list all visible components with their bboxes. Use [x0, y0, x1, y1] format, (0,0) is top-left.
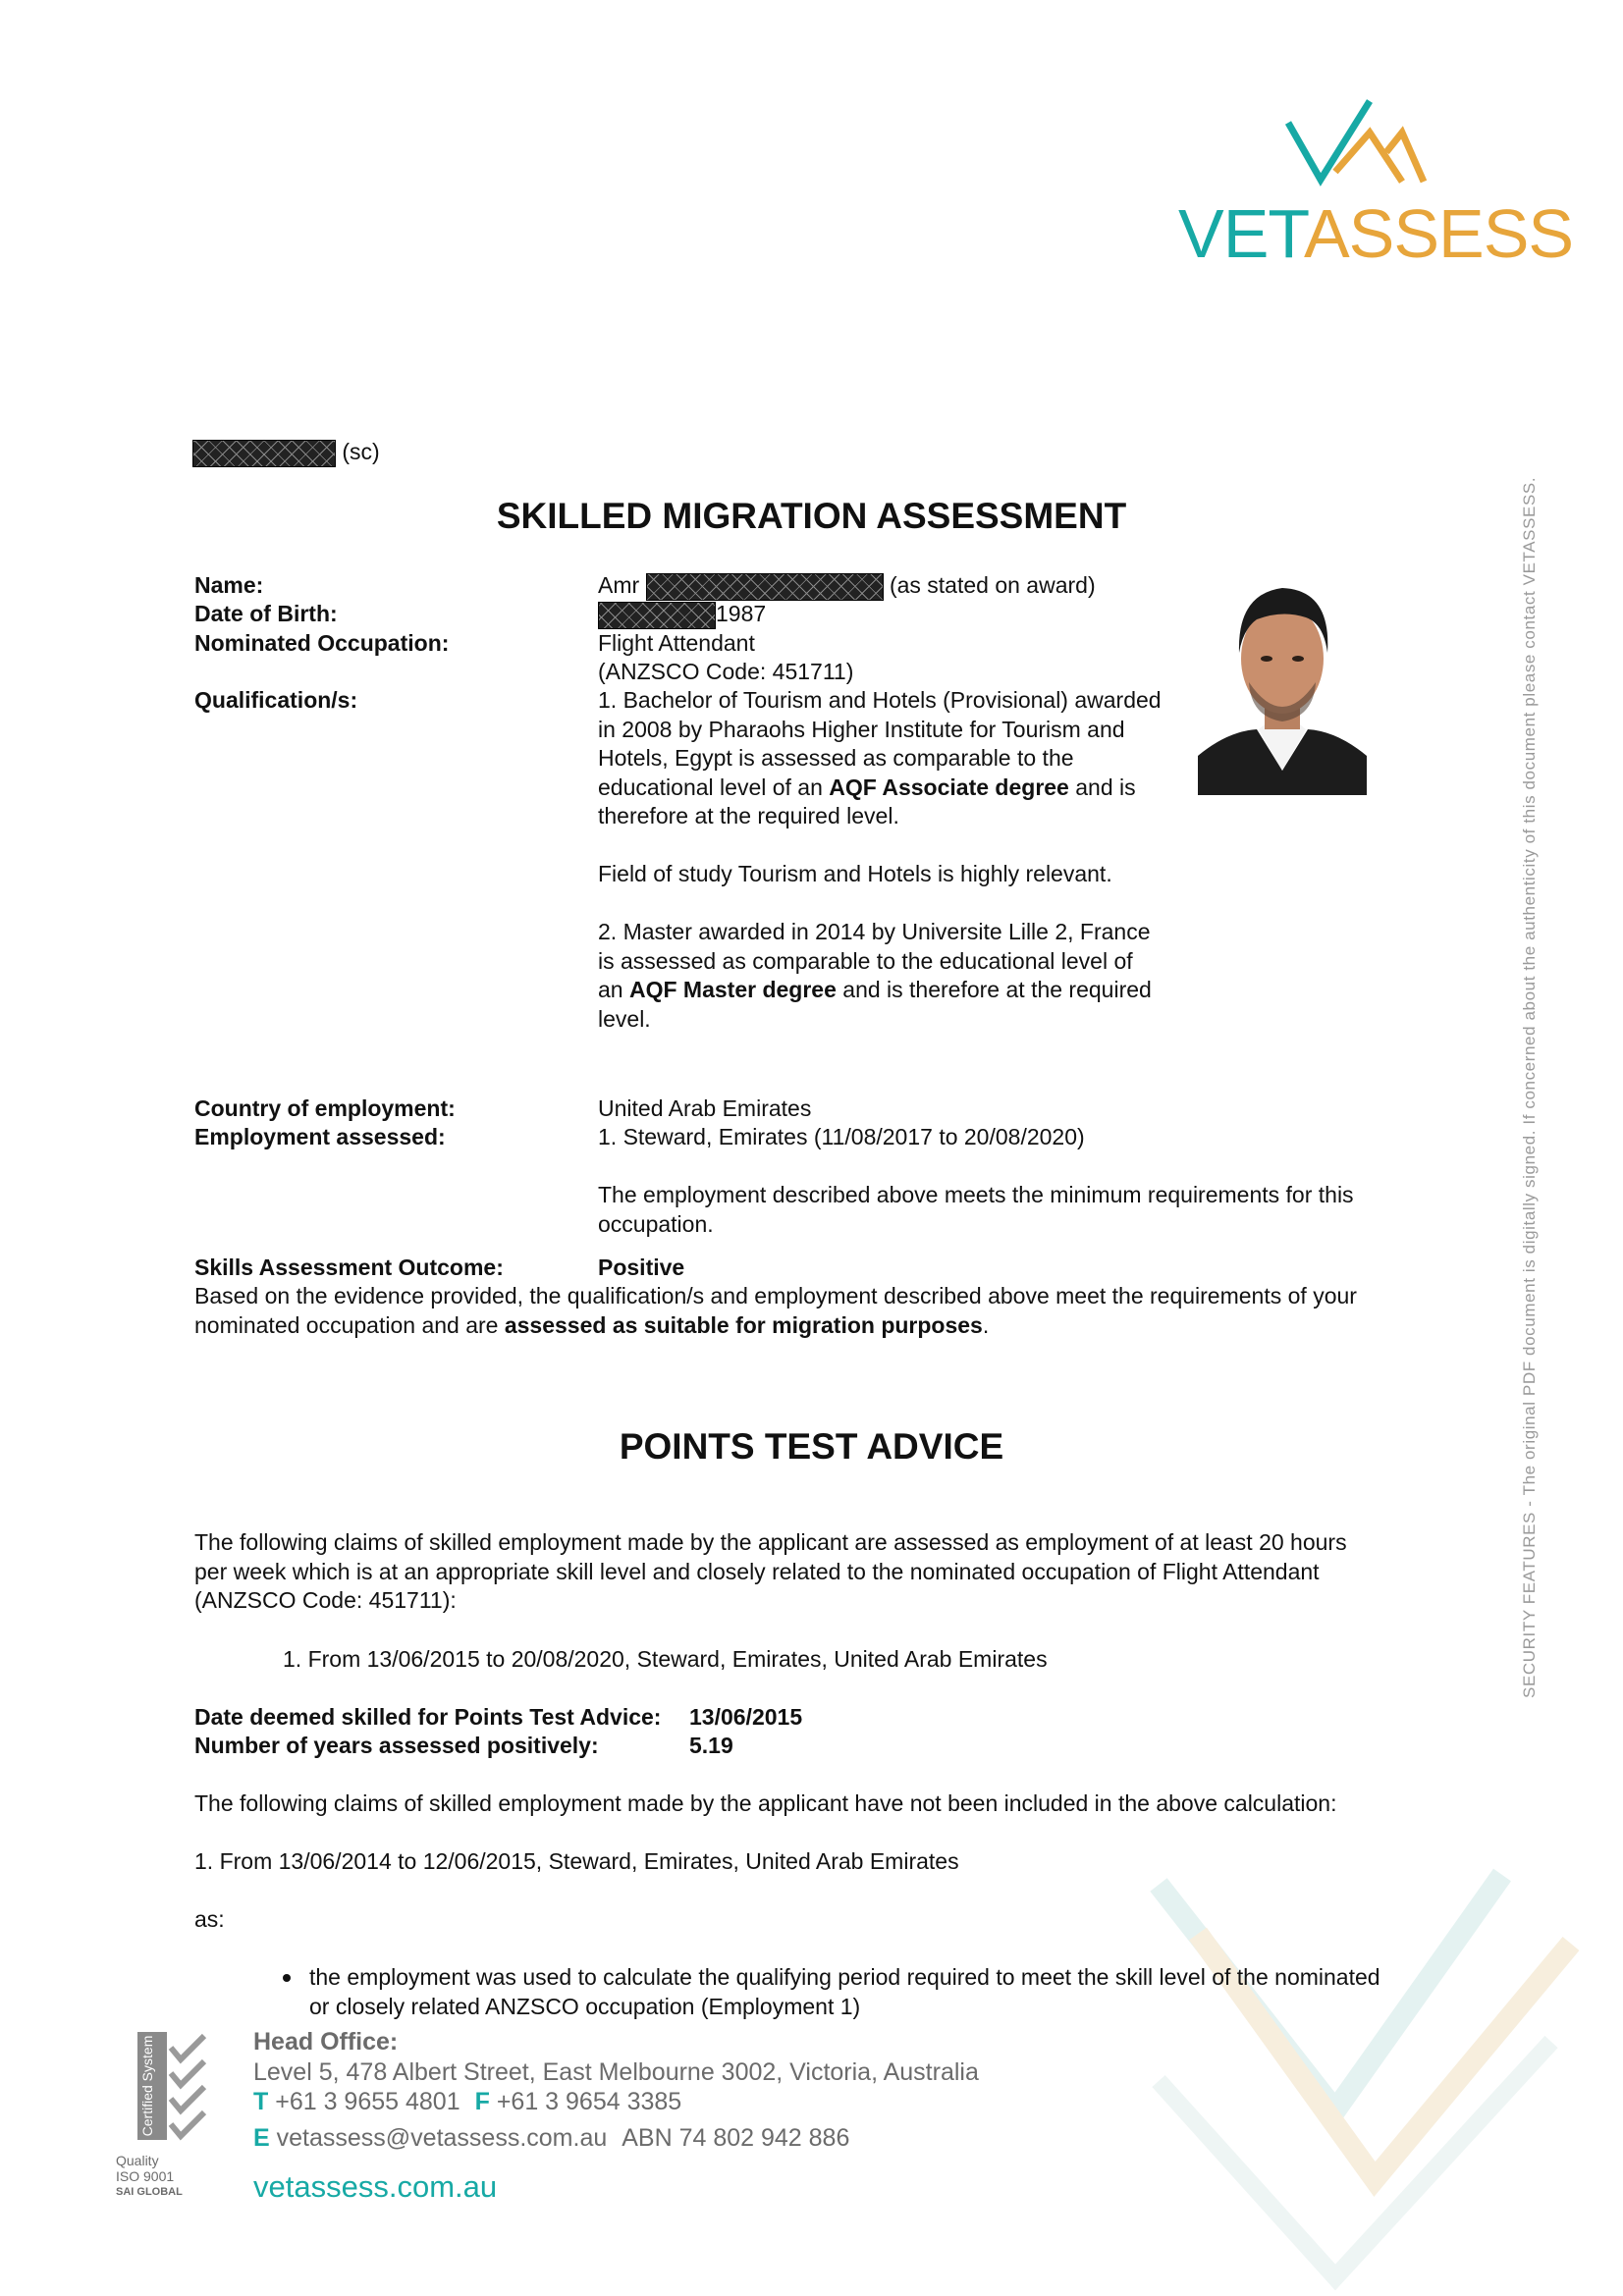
phone-line: T +61 3 9655 4801 F +61 3 9654 3385	[253, 2088, 682, 2115]
outcome-statement: Based on the evidence provided, the qualification/s and employment described above meet the requirements of your nominated occupation and are assessed as suitable for migration purposes.	[194, 1283, 1357, 1338]
occupation-value: Flight Attendant	[598, 630, 755, 656]
background-watermark	[1080, 1787, 1623, 2296]
name-label: Name:	[194, 572, 264, 598]
aqf-associate-degree: AQF Associate degree	[829, 774, 1069, 800]
excluded-claim-1: 1. From 13/06/2014 to 12/06/2015, Steward, Emirates, United Arab Emirates	[194, 1848, 959, 1874]
employment-value: 1. Steward, Emirates (11/08/2017 to 20/08/2020)	[598, 1124, 1085, 1149]
field-of-study: Field of study Tourism and Hotels is highly relevant.	[598, 861, 1112, 886]
applicant-photo	[1198, 574, 1367, 795]
points-title: POINTS TEST ADVICE	[619, 1426, 1004, 1467]
certification-badge	[116, 2030, 210, 2200]
head-office-label: Head Office:	[253, 2028, 399, 2056]
occupation-label: Nominated Occupation:	[194, 630, 450, 656]
outcome-label: Skills Assessment Outcome:	[194, 1255, 504, 1280]
qualification-2-line: an AQF Master degree and is therefore at the required	[598, 977, 1152, 1002]
country-label: Country of employment:	[194, 1095, 456, 1121]
cert-quality: Quality	[116, 2153, 159, 2168]
aqf-master-degree: AQF Master degree	[628, 977, 837, 1002]
dob-year: 1987	[716, 601, 767, 626]
fax-number: +61 3 9654 3385	[496, 2088, 682, 2115]
qualification-1-line: Hotels, Egypt is assessed as comparable to the	[598, 745, 1074, 771]
bullet-dot	[283, 1974, 291, 1982]
points-intro: The following claims of skilled employment made by the applicant are assessed as employment of at least 20 hours per week which is at an appropriate skill level and closely related to the nominated occupation of Flight Attendant (ANZSCO Code: 451711):	[194, 1529, 1347, 1613]
name-value	[598, 571, 1096, 601]
email-link[interactable]: vetassess@vetassess.com.au	[276, 2124, 608, 2152]
name-first: Amr	[598, 572, 640, 598]
qualification-1-line: 1. Bachelor of Tourism and Hotels (Provisional) awarded	[598, 687, 1162, 713]
redacted-reference	[192, 440, 336, 467]
years-value: 5.19	[689, 1733, 733, 1758]
employment-note: The employment described above meets the minimum requirements for this occupation.	[598, 1182, 1354, 1237]
reference-line	[192, 438, 380, 467]
qualification-1-line: therefore at the required level.	[598, 803, 899, 828]
outcome-value: Positive	[598, 1255, 685, 1280]
cert-system-text: Certified System	[139, 2035, 155, 2137]
qualification-1	[598, 686, 1162, 831]
reference-suffix: (sc)	[342, 439, 380, 464]
dob-value	[598, 600, 766, 629]
suitable-for-migration: assessed as suitable for migration purposes	[504, 1311, 983, 1338]
date-skilled-label: Date deemed skilled for Points Test Advice:	[194, 1704, 662, 1730]
dob-label: Date of Birth:	[194, 601, 338, 626]
address: Level 5, 478 Albert Street, East Melbourne 3002, Victoria, Australia	[253, 2058, 979, 2086]
vetassess-logo	[1178, 194, 1573, 273]
occupation-code: (ANZSCO Code: 451711)	[598, 659, 854, 684]
assessment-title: SKILLED MIGRATION ASSESSMENT	[496, 496, 1127, 536]
phone-number: +61 3 9655 4801	[275, 2088, 460, 2115]
abn: ABN 74 802 942 886	[622, 2124, 850, 2152]
qualification-label: Qualification/s:	[194, 687, 358, 713]
points-claim-1: 1. From 13/06/2015 to 20/08/2020, Steward, Emirates, United Arab Emirates	[283, 1646, 1048, 1672]
excluded-intro: The following claims of skilled employment made by the applicant have not been included in the above calculation:	[194, 1790, 1337, 1816]
redacted-surname	[646, 573, 884, 601]
website-link[interactable]: vetassess.com.au	[253, 2169, 498, 2204]
vetassess-logo-mark	[1276, 93, 1434, 191]
qualification-2-line: level.	[598, 1005, 651, 1032]
employment-label: Employment assessed:	[194, 1124, 446, 1149]
logo-text-assess: ASSESS	[1303, 195, 1574, 272]
bullet-item: the employment was used to calculate the qualifying period required to meet the skill level of the nominated or closely related ANZSCO occupation (Employment 1)	[283, 1963, 1380, 2021]
qualification-2	[598, 918, 1152, 1034]
date-skilled-value: 13/06/2015	[689, 1704, 803, 1730]
security-side-note: SECURITY FEATURES - The original PDF document is digitally signed. If concerned about the authenticity of this document please contact VETASSESS.	[1520, 476, 1539, 1698]
qualification-2-line: is assessed as comparable to the educational level of	[598, 947, 1133, 974]
qualification-1-line: in 2008 by Pharaohs Higher Institute for Tourism and	[598, 716, 1125, 742]
logo-text-vet: VET	[1178, 195, 1304, 272]
country-value: United Arab Emirates	[598, 1095, 812, 1121]
as-label: as:	[194, 1906, 225, 1932]
qualification-1-line: educational level of an AQF Associate degree and is	[598, 774, 1136, 800]
cert-iso: ISO 9001	[116, 2168, 175, 2184]
email-line: E vetassess@vetassess.com.au ABN 74 802 942 886	[253, 2124, 850, 2152]
cert-body: SAI GLOBAL	[116, 2186, 183, 2198]
redacted-dob	[598, 602, 716, 629]
years-label: Number of years assessed positively:	[194, 1733, 599, 1758]
name-note: (as stated on award)	[889, 572, 1096, 598]
qualification-2-line: 2. Master awarded in 2014 by Universite Lille 2, France	[598, 919, 1151, 944]
certified-system-icon	[116, 2030, 210, 2148]
